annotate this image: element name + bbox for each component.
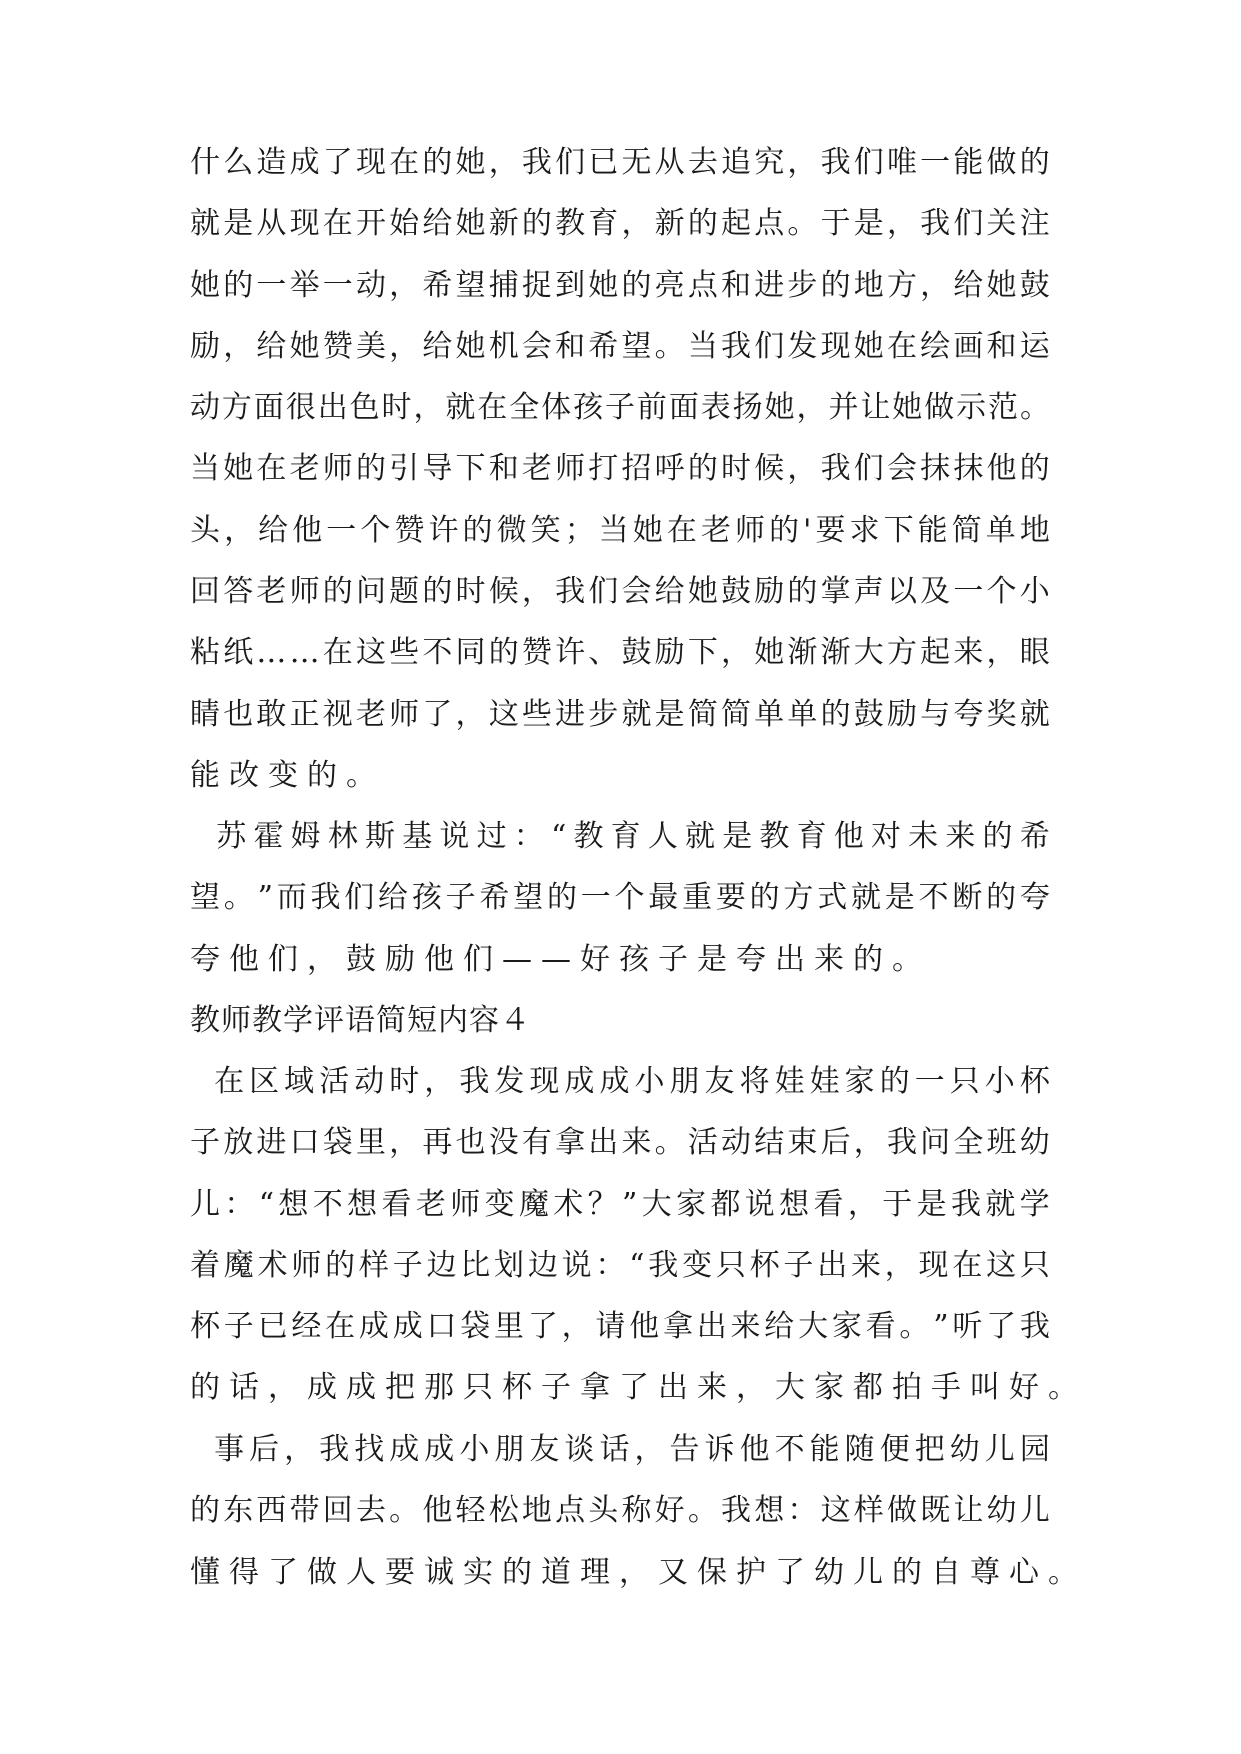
paragraph-2 — [190, 806, 1050, 990]
paragraph-line: 苏 霍 姆 林 斯 基 说 过 ： “ 教 育 人 就 是 教 育 他 对 未 来 的 希 — [216, 819, 1050, 854]
paragraph-line: 当 她 在 老 师 的 引 导 下 和 老 师 打 招 呼 的 时 候 ， 我 们 会 抹 抹 他 的 — [190, 451, 1050, 487]
paragraph-line: 儿 ： “ 想 不 想 看 老 师 变 魔 术 ？ ” 大 家 都 说 想 看 ， 于 是 我 就 学 — [190, 1186, 1050, 1222]
paragraph-line: 头 ， 给 他 一 个 赞 许 的 微 笑 ； 当 她 在 老 师 的 ' 要 求 下 能 简 单 地 — [190, 512, 1050, 548]
paragraph-line: 睛 也 敢 正 视 老 师 了 ， 这 些 进 步 就 是 简 简 单 单 的 鼓 励 与 夸 奖 就 — [190, 696, 1050, 732]
paragraph-line: 她 的 一 举 一 动 ， 希 望 捕 捉 到 她 的 亮 点 和 进 步 的 地 方 ， 给 她 鼓 — [190, 267, 1050, 303]
paragraph-line: 望 。 ” 而 我 们 给 孩 子 希 望 的 一 个 最 重 要 的 方 式 就 是 不 断 的 夸 — [190, 880, 1050, 916]
paragraph-4 — [190, 1419, 1087, 1603]
paragraph-line: 的话，成成把那只杯子拿了出来，大家都拍手叫好。 — [190, 1370, 1087, 1406]
paragraph-line: 的 东 西 带 回 去 。 他 轻 松 地 点 头 称 好 。 我 想 ： 这 样 做 既 让 幼 儿 — [190, 1493, 1050, 1529]
paragraph-line: 回 答 老 师 的 问 题 的 时 候 ， 我 们 会 给 她 鼓 励 的 掌 声 以 及 一 个 小 — [190, 574, 1050, 610]
paragraph-3 — [190, 1051, 1087, 1419]
section-heading: 教师教学评语简短内容４ — [190, 1003, 531, 1038]
paragraph-line: 子 放 进 口 袋 里 ， 再 也 没 有 拿 出 来 。 活 动 结 束 后 ， 我 问 全 班 幼 — [190, 1125, 1050, 1161]
paragraph-line: 什 么 造 成 了 现 在 的 她 ， 我 们 已 无 从 去 追 究 ， 我 们 唯 一 能 做 的 — [190, 145, 1050, 180]
paragraph-line: 能改变的。 — [190, 757, 385, 793]
paragraph-line: 粘 纸 … … 在 这 些 不 同 的 赞 许 、 鼓 励 下 ， 她 渐 渐 大 方 起 来 ， 眼 — [190, 635, 1050, 671]
paragraph-line: 杯 子 已 经 在 成 成 口 袋 里 了 ， 请 他 拿 出 来 给 大 家 看 。 ” 听 了 我 — [190, 1309, 1050, 1345]
paragraph-line: 励 ， 给 她 赞 美 ， 给 她 机 会 和 希 望 。 当 我 们 发 现 她 在 绘 画 和 运 — [190, 328, 1050, 364]
paragraph-line: 夸他们，鼓励他们——好孩子是夸出来的。 — [190, 941, 931, 977]
paragraph-line: 懂得了做人要诚实的道理，又保护了幼儿的自尊心。 — [190, 1554, 1087, 1590]
paragraph-1 — [190, 132, 1050, 806]
paragraph-line: 动 方 面 很 出 色 时 ， 就 在 全 体 孩 子 前 面 表 扬 她 ， 并 让 她 做 示 范 。 — [190, 390, 1050, 426]
paragraph-line: 事 后 ， 我 找 成 成 小 朋 友 谈 话 ， 告 诉 他 不 能 随 便 把 幼 儿 园 — [214, 1432, 1050, 1467]
paragraph-line: 在 区 域 活 动 时 ， 我 发 现 成 成 小 朋 友 将 娃 娃 家 的 一 只 小 杯 — [214, 1064, 1050, 1099]
paragraph-line: 着 魔 术 师 的 样 子 边 比 划 边 说 ： “ 我 变 只 杯 子 出 来 ， 现 在 这 只 — [190, 1247, 1050, 1283]
paragraph-line: 就 是 从 现 在 开 始 给 她 新 的 教 育 ， 新 的 起 点 。 于 是 ， 我 们 关 注 — [190, 206, 1050, 242]
